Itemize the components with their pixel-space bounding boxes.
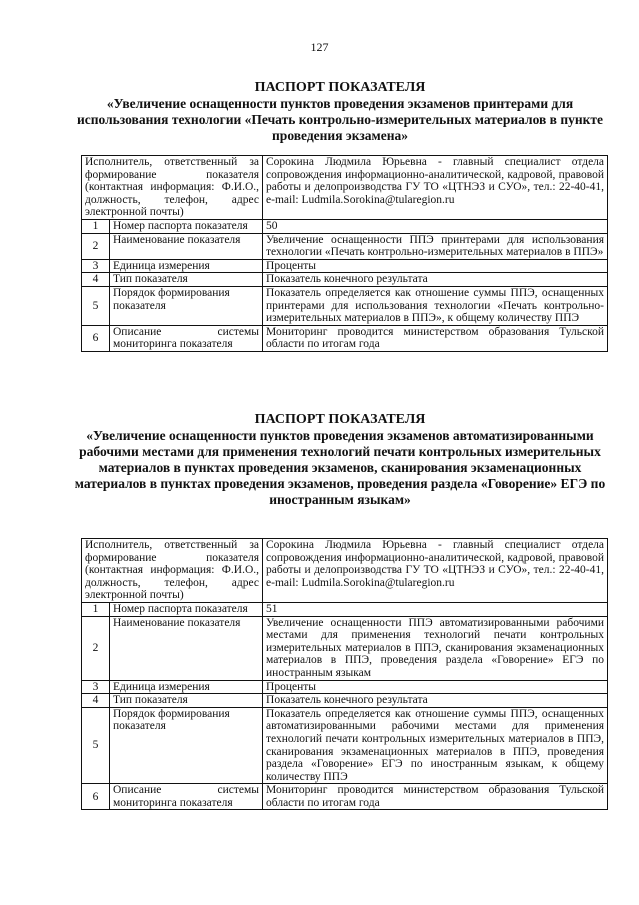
table-row [82,694,608,708]
row-label: Единица измерения [110,259,263,273]
table-row [82,616,608,680]
passport-1-table [81,155,608,352]
row-label: Наименование показателя [110,616,263,680]
passport-2-title [70,412,610,508]
passport-2-table [81,538,608,810]
row-number: 2 [82,233,110,259]
row-label: Тип показателя [110,273,263,287]
row-number: 4 [82,273,110,287]
row-number: 3 [82,259,110,273]
row-label: Наименование показателя [110,233,263,259]
row-label: Описание системы мониторинга показателя [110,784,263,810]
table-row [82,286,608,325]
table-row [82,602,608,616]
row-label: Номер паспорта показателя [110,219,263,233]
table-row [82,259,608,273]
row-label: Тип показателя [110,694,263,708]
passport-2-heading: ПАСПОРТ ПОКАЗАТЕЛЯ [254,412,426,427]
row-value: Показатель определяется как отношение суммы ППЭ, оснащенных принтерами для использования технологии «Печать контрольно-измерительных материалов в ППЭ», к общему количеству ППЭ [263,286,608,325]
table-row [82,273,608,287]
row-label: Порядок формирования показателя [110,286,263,325]
table-row [82,156,608,220]
table-row [82,219,608,233]
row-number: 1 [82,602,110,616]
row-value: Увеличение оснащенности ППЭ принтерами для использования технологии «Печать контрольно-измерительных материалов в ППЭ» [263,233,608,259]
table-row [82,233,608,259]
row-number: 3 [82,680,110,694]
executor-value: Сорокина Людмила Юрьевна - главный специалист отдела сопровождения информационно-аналитической, кадровой, правовой работы и делопроизводства ГУ ТО «ЦТНЭЗ и СУО», тел.: 22-40-41, e-mail: Ludmila.Sorokina@tularegion.ru [263,156,608,220]
row-number: 6 [82,784,110,810]
row-label: Порядок формирования показателя [110,707,263,784]
table-row [82,680,608,694]
row-label: Единица измерения [110,680,263,694]
row-number: 5 [82,707,110,784]
passport-2-subtitle: «Увеличение оснащенности пунктов проведения экзаменов автоматизированными рабочими местами для применения технологий печати контрольных измерительных материалов в пунктах проведения экзаменов, сканирования экзаменационных материалов в пунктах проведения экзаменов, проведения раздела «Говорение» ЕГЭ по иностранным языкам» [74,428,606,507]
row-value: Проценты [263,259,608,273]
row-value: Показатель определяется как отношение суммы ППЭ, оснащенных автоматизированными рабочими местами для применения технологий печати контрольных измерительных материалов в ППЭ, сканирования экзаменационных материалов в ППЭ, проведения раздела «Говорение» ЕГЭ по иностранным языкам, к общему количеству ППЭ [263,707,608,784]
row-number: 5 [82,286,110,325]
table-row [82,539,608,603]
row-value: Увеличение оснащенности ППЭ автоматизированными рабочими местами для применения технологий печати контрольных измерительных материалов в ППЭ, сканирования экзаменационных материалов в ППЭ, проведения раздела «Говорение» ЕГЭ по иностранным языкам [263,616,608,680]
row-value: 50 [263,219,608,233]
row-number: 1 [82,219,110,233]
row-label: Номер паспорта показателя [110,602,263,616]
page-number: 127 [310,40,329,54]
row-value: Показатель конечного результата [263,694,608,708]
row-label: Описание системы мониторинга показателя [110,325,263,351]
row-value: Показатель конечного результата [263,273,608,287]
table-row [82,707,608,784]
row-value: Мониторинг проводится министерством образования Тульской области по итогам года [263,325,608,351]
row-value: 51 [263,602,608,616]
passport-1-title [70,80,610,144]
passport-1-subtitle: «Увеличение оснащенности пунктов проведения экзаменов принтерами для использования технологии «Печать контрольно-измерительных материалов в пункте проведения экзамена» [76,96,604,143]
executor-label: Исполнитель, ответственный за формирование показателя (контактная информация: Ф.И.О., должность, телефон, адрес электронной почты) [82,539,263,603]
row-number: 4 [82,694,110,708]
table-row [82,325,608,351]
executor-label: Исполнитель, ответственный за формирование показателя (контактная информация: Ф.И.О., должность, телефон, адрес электронной почты) [82,156,263,220]
row-number: 2 [82,616,110,680]
passport-1-heading: ПАСПОРТ ПОКАЗАТЕЛЯ [254,80,426,95]
row-value: Мониторинг проводится министерством образования Тульской области по итогам года [263,784,608,810]
row-value: Проценты [263,680,608,694]
executor-value: Сорокина Людмила Юрьевна - главный специалист отдела сопровождения информационно-аналитической, кадровой, правовой работы и делопроизводства ГУ ТО «ЦТНЭЗ и СУО», тел.: 22-40-41, e-mail: Ludmila.Sorokina@tularegion.ru [263,539,608,603]
table-row [82,784,608,810]
row-number: 6 [82,325,110,351]
